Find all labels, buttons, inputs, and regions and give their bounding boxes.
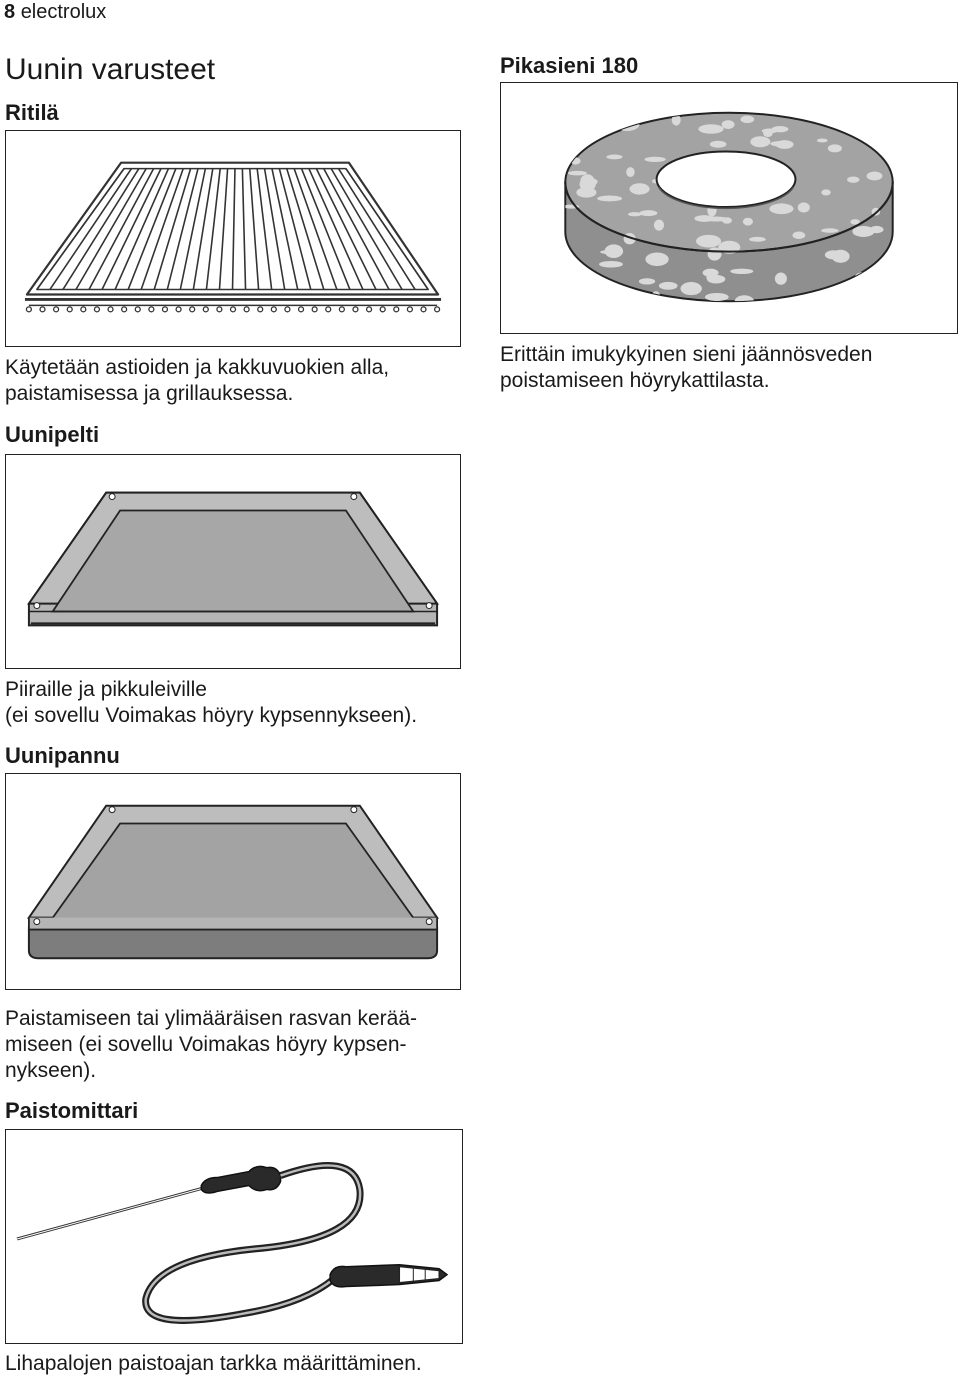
heading-ritila: Ritilä: [5, 100, 59, 125]
sponge-ring-illustration: [501, 83, 957, 333]
uunipelti-description: [5, 677, 417, 729]
pikasieni-desc-line: poistamiseen höyrykattilasta.: [500, 369, 770, 392]
uunipannu-image-frame: [5, 773, 461, 990]
uunipannu-desc-line: Paistamiseen tai ylimääräisen rasvan kerää-: [5, 1007, 418, 1030]
uunipelti-desc-line: (ei sovellu Voimakas höyry kypsennykseen).: [5, 704, 418, 727]
ritila-desc-line: Käytetään astioiden ja kakkuvuokien alla,: [5, 356, 390, 379]
paistomittari-desc-line: Lihapalojen paistoajan tarkka määrittäminen.: [5, 1352, 422, 1375]
ritila-image-frame: [5, 130, 461, 347]
page-number: 8: [4, 1, 16, 23]
heading-uunipelti: Uunipelti: [5, 422, 100, 447]
page-title: Uunin varusteet: [5, 53, 216, 86]
uunipannu-desc-line: miseen (ei sovellu Voimakas höyry kypsen-: [5, 1033, 407, 1056]
pikasieni-desc-line: Erittäin imukykyinen sieni jäännösveden: [500, 343, 873, 366]
paistomittari-description: [5, 1351, 422, 1377]
pikasieni-image-frame: [500, 82, 958, 334]
heading-uunipannu: Uunipannu: [5, 743, 120, 768]
oven-rack-illustration: [6, 131, 460, 346]
roasting-pan-illustration: [6, 774, 460, 989]
uunipannu-desc-line: nykseen).: [5, 1059, 97, 1082]
pikasieni-description: [500, 342, 872, 394]
ritila-desc-line: paistamisessa ja grillauksessa.: [5, 382, 294, 405]
page-header: [4, 0, 106, 24]
brand-name: electrolux: [20, 1, 107, 23]
ritila-description: [5, 355, 389, 407]
meat-probe-illustration: [6, 1130, 462, 1343]
uunipelti-image-frame: [5, 454, 461, 669]
heading-pikasieni: Pikasieni 180: [500, 53, 639, 78]
baking-tray-illustration: [6, 455, 460, 668]
paistomittari-image-frame: [5, 1129, 463, 1344]
uunipannu-description: [5, 1006, 417, 1084]
heading-paistomittari: Paistomittari: [5, 1098, 139, 1123]
uunipelti-desc-line: Piiraille ja pikkuleiville: [5, 678, 207, 701]
